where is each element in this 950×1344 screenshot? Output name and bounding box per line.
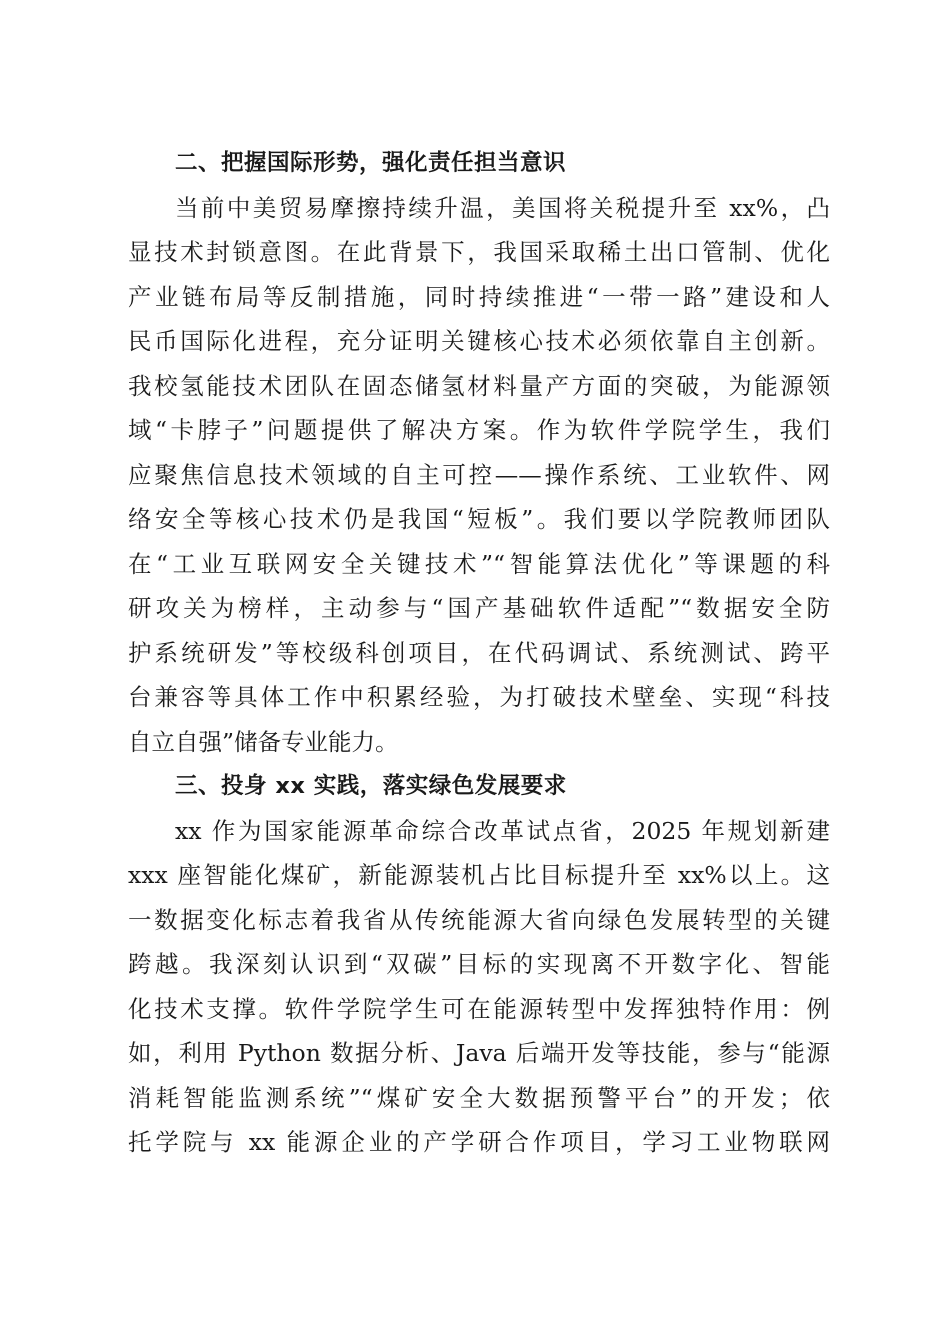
text-line: 产业链布局等反制措施，同时持续推进“一带一路”建设和人 [128, 282, 830, 311]
text-line: 显技术封锁意图。在此背景下，我国采取稀土出口管制、优化 [128, 238, 830, 266]
section-3-paragraph [128, 809, 830, 1165]
section-heading-3: 三、投身 xx 实践，落实绿色发展要求 [175, 773, 567, 799]
document-body [128, 141, 830, 1165]
text-line: 台兼容等具体工作中积累经验，为打破技术壁垒、实现“科技 [128, 683, 830, 711]
text-line: 跨越。我深刻认识到“双碳”目标的实现离不开数字化、智能 [128, 950, 830, 978]
text-line: 消耗智能监测系统”“煤矿安全大数据预警平台”的开发；依 [128, 1083, 830, 1112]
text-line: 应聚焦信息技术领域的自主可控——操作系统、工业软件、网 [128, 460, 830, 489]
section-heading-2: 二、把握国际形势，强化责任担当意识 [175, 150, 567, 176]
text-line: 络安全等核心技术仍是我国“短板”。我们要以学院教师团队 [128, 505, 830, 533]
text-line: 域“卡脖子”问题提供了解决方案。作为软件学院学生，我们 [128, 416, 830, 444]
text-line: 自立自强”储备专业能力。 [128, 727, 399, 756]
text-line: 化技术支撑。软件学院学生可在能源转型中发挥独特作用：例 [128, 994, 830, 1023]
text-line: 当前中美贸易摩擦持续升温，美国将关税提升至 xx%，凸 [175, 193, 830, 222]
text-line: 托学院与 xx 能源企业的产学研合作项目，学习工业物联网 [128, 1128, 830, 1156]
text-line: 研攻关为榜样，主动参与“国产基础软件适配”“数据安全防 [128, 594, 830, 622]
text-line: 护系统研发”等校级科创项目，在代码调试、系统测试、跨平 [128, 638, 830, 667]
text-line: 在“工业互联网安全关键技术”“智能算法优化”等课题的科 [128, 549, 830, 578]
text-line: xxx 座智能化煤矿，新能源装机占比目标提升至 xx%以上。这 [128, 861, 830, 889]
text-line: xx 作为国家能源革命综合改革试点省，2025 年规划新建 [175, 816, 830, 845]
text-line: 如，利用 Python 数据分析、Java 后端开发等技能，参与“能源 [128, 1039, 830, 1067]
section-2-paragraph [128, 186, 830, 765]
text-line: 民币国际化进程，充分证明关键核心技术必须依靠自主创新。 [128, 327, 830, 355]
text-line: 我校氢能技术团队在固态储氢材料量产方面的突破，为能源领 [128, 371, 830, 400]
text-line: 一数据变化标志着我省从传统能源大省向绿色发展转型的关键 [128, 905, 830, 934]
